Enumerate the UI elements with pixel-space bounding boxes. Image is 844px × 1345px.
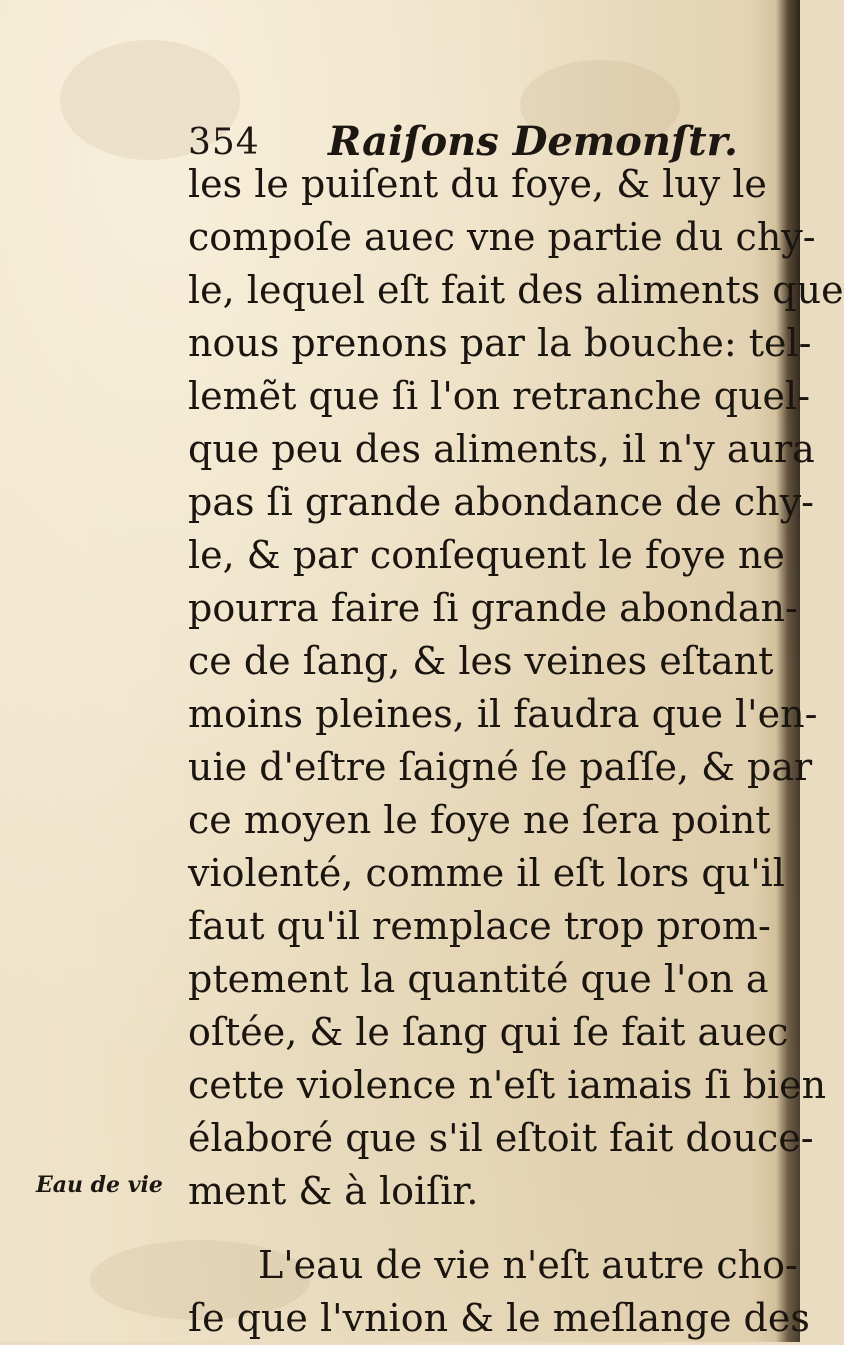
text-line: élaboré que s'il eſtoit fait douce- [188, 1116, 814, 1160]
running-title: Raiſons Demonſtr. [328, 118, 738, 165]
page-header [188, 112, 748, 165]
margin-note: Eau de vie [36, 1172, 163, 1198]
text-line: faut qu'il remplace trop prom- [188, 904, 771, 948]
text-line: L'eau de vie n'eſt autre cho- [258, 1243, 798, 1287]
text-line: nous prenons par la bouche: tel- [188, 321, 812, 365]
text-line: moins pleines, il faudra que l'en- [188, 692, 818, 736]
text-line: ce de ſang, & les veines eſtant [188, 639, 774, 683]
text-line: ment & à loiſir. [188, 1169, 479, 1213]
text-line: pas ſi grande abondance de chy- [188, 480, 814, 524]
text-line: ſe que l'vnion & le meſlange des [188, 1296, 810, 1340]
text-line: pourra faire ſi grande abondan- [188, 586, 798, 630]
text-line: uie d'eſtre ſaigné ſe paſſe, & par [188, 745, 813, 789]
main-text [188, 158, 844, 1345]
text-line: que peu des aliments, il n'y aura [188, 427, 815, 471]
text-line: le, & par conſequent le foye ne [188, 533, 785, 577]
text-line: lemẽt que ſi l'on retranche quel- [188, 374, 811, 418]
page-number: 354 [188, 122, 260, 163]
text-line: ptement la quantité que l'on a [188, 957, 769, 1001]
text-line: ce moyen le foye ne ſera point [188, 798, 771, 842]
text-line: violenté, comme il eſt lors qu'il [188, 851, 785, 895]
text-line: oſtée, & le ſang qui ſe fait auec [188, 1010, 789, 1054]
text-line: compoſe auec vne partie du chy- [188, 215, 816, 259]
text-line: les le puiſent du foye, & luy le [188, 162, 767, 206]
text-line: cette violence n'eſt iamais ſi bien [188, 1063, 827, 1107]
text-line: le, lequel eſt fait des aliments que [188, 268, 844, 312]
